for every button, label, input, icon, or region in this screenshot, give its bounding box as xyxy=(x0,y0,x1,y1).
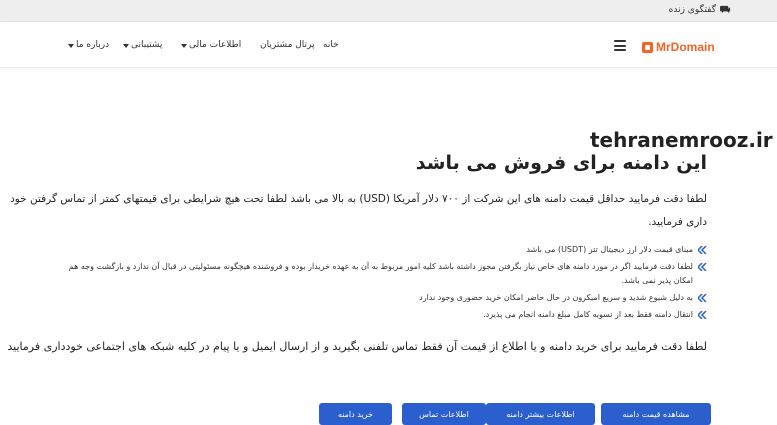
list-item-text: مبنای قیمت دلار ارز دیجیتال تتر (USDT) می باشد xyxy=(526,245,693,254)
nav-item-home[interactable] xyxy=(323,40,339,50)
list-item xyxy=(67,291,707,305)
live-chat-label: گفتگوی زنده xyxy=(668,4,716,15)
nav-about-us-label: درباره ما xyxy=(76,40,110,50)
nav-support-label: پشتیبانی xyxy=(131,40,163,50)
list-item xyxy=(67,260,707,288)
double-chevron-icon xyxy=(698,294,707,302)
nav-item-client-portal[interactable] xyxy=(260,40,315,50)
notes-list xyxy=(67,243,707,325)
list-item xyxy=(67,243,707,257)
intro-text: لطفا دقت فرمایید حداقل قیمت دامنه های این شرکت از ۷۰۰ دلار آمریکا (USD) به بالا می باشد لطفا تحت هیچ شرایطی برای قیمتهای کمتر از تماس گرفتن خود داری فرمایید. xyxy=(10,193,707,228)
logo-mark-icon xyxy=(642,42,653,53)
top-bar xyxy=(0,0,777,22)
nav-client-portal-label: پرتال مشتریان xyxy=(260,40,315,50)
page-title: این دامنه برای فروش می باشد xyxy=(415,152,707,174)
chevron-down-icon xyxy=(68,44,74,48)
nav-home-label: خانه xyxy=(323,40,339,50)
double-chevron-icon xyxy=(698,311,707,319)
more-info-button[interactable]: اطلاعات بیشتر دامنه xyxy=(486,403,595,425)
view-price-button[interactable]: مشاهده قیمت دامنه xyxy=(601,403,711,425)
outro-text: لطفا دقت فرمایید برای خرید دامنه و یا اطلاع از قیمت آن فقط تماس تلفنی بگیرید و از ارسال ایمیل و یا پیام در کلیه شبکه های اجتماعی خودداری فرمایید xyxy=(7,340,707,353)
double-chevron-icon xyxy=(698,246,707,254)
nav-item-support[interactable] xyxy=(123,40,162,50)
chevron-down-icon xyxy=(181,44,187,48)
chevron-down-icon xyxy=(123,44,129,48)
nav-item-about-us[interactable] xyxy=(68,40,109,50)
logo-text: MrDomain xyxy=(656,40,715,54)
nav-financial-info-label: اطلاعات مالی xyxy=(189,40,242,50)
double-chevron-icon xyxy=(698,263,707,271)
live-chat-link[interactable] xyxy=(669,4,731,15)
domain-name: tehranemrooz.ir xyxy=(590,128,773,152)
list-item-text: انتقال دامنه فقط بعد از تسویه کامل مبلغ دامنه انجام می پذیرد. xyxy=(483,310,693,319)
list-item xyxy=(67,308,707,322)
nav-item-financial-info[interactable] xyxy=(181,40,241,50)
chat-icon xyxy=(720,4,731,15)
hamburger-menu-icon[interactable] xyxy=(614,40,626,51)
list-item-text: به دلیل شیوع شدید و سریع امیکرون در حال حاضر امکان خرید حضوری وجود ندارد xyxy=(419,293,693,302)
contact-info-button[interactable]: اطلاعات تماس xyxy=(402,403,486,425)
buy-domain-button[interactable]: خرید دامنه xyxy=(319,403,392,425)
list-item-text: لطفا دقت فرمایید اگر در مورد دامنه های خاص نیاز بگرفتن مجوز داشته باشد کلیه امور مربوط به آن به عهده خریدار بوده و فروشنده هیچگونه مسئولیتی در قبال آن ندارد و بازگشت وجه هم امکان پذیر نمی باشد. xyxy=(68,262,693,285)
brand-logo[interactable] xyxy=(642,40,715,54)
